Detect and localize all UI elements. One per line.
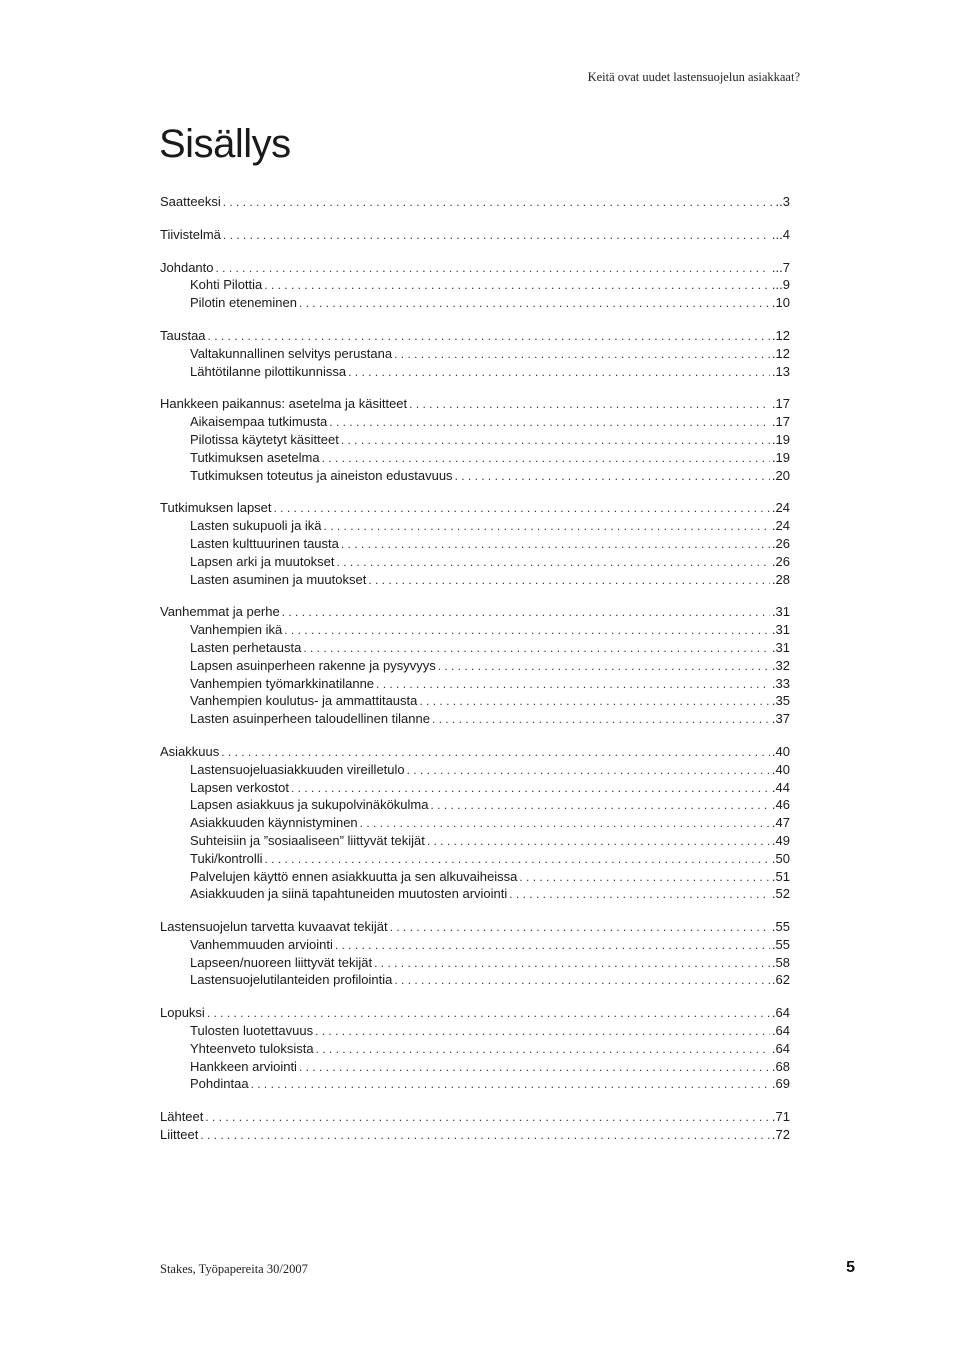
toc-subentry[interactable] [160, 363, 790, 381]
toc-entry-label: Tutkimuksen asetelma [190, 449, 320, 465]
toc-entry-page: ...4 [771, 226, 790, 242]
toc-entry[interactable] [160, 918, 790, 936]
toc-subentry[interactable] [160, 431, 790, 449]
toc-entry-label: Pohdintaa [190, 1076, 249, 1092]
toc-entry-label: Tutkimuksen toteutus ja aineiston edustavuus [190, 467, 453, 483]
dot-leader [297, 1058, 770, 1076]
dot-leader [262, 850, 769, 868]
toc-entry-page: .12 [771, 345, 790, 361]
toc-subentry[interactable] [160, 467, 790, 485]
toc-entry-page: .69 [771, 1076, 790, 1092]
toc-section [160, 1108, 790, 1144]
toc-subentry[interactable] [160, 1058, 790, 1076]
toc-entry-page: .12 [771, 327, 790, 343]
dot-leader [405, 761, 770, 779]
toc-section [160, 327, 790, 380]
dot-leader [392, 345, 770, 363]
toc-subentry[interactable] [160, 553, 790, 571]
toc-entry-label: Lähtötilanne pilottikunnissa [190, 363, 347, 379]
toc-entry-label: Hankkeen arviointi [190, 1058, 297, 1074]
dot-leader [346, 363, 770, 381]
toc-entry[interactable] [160, 226, 790, 244]
dot-leader [322, 517, 770, 535]
toc-entry-label: Taustaa [160, 327, 206, 343]
toc-entry-page: .72 [771, 1127, 790, 1143]
dot-leader [280, 603, 770, 621]
table-of-contents [160, 193, 790, 1159]
dot-leader [221, 193, 774, 211]
dot-leader [214, 259, 770, 277]
toc-subentry[interactable] [160, 621, 790, 639]
toc-entry-page: .52 [771, 886, 790, 902]
toc-entry-label: Palvelujen käyttö ennen asiakkuutta ja sen alkuvaiheissa [190, 868, 518, 884]
dot-leader [198, 1126, 770, 1144]
toc-subentry[interactable] [160, 710, 790, 728]
dot-leader [366, 571, 770, 589]
footer-page-number: 5 [846, 1259, 855, 1276]
dot-leader [372, 954, 770, 972]
toc-subentry[interactable] [160, 850, 790, 868]
toc-entry-page: .64 [771, 1005, 790, 1021]
toc-entry-page: .31 [771, 639, 790, 655]
toc-section [160, 603, 790, 728]
toc-subentry[interactable] [160, 796, 790, 814]
toc-entry-page: .33 [771, 675, 790, 691]
toc-entry-label: Suhteisiin ja ”sosiaaliseen” liittyvät tekijät [190, 832, 425, 848]
toc-entry-label: Lapsen verkostot [190, 779, 290, 795]
dot-leader [407, 395, 770, 413]
toc-entry-label: Vanhempien työmarkkinatilanne [190, 675, 375, 691]
toc-entry-label: Tiivistelmä [160, 226, 221, 242]
toc-entry-page: .55 [771, 919, 790, 935]
dot-leader [339, 535, 770, 553]
dot-leader [339, 431, 770, 449]
running-header: Keitä ovat uudet lastensuojelun asiakkaat? [587, 70, 800, 84]
toc-entry[interactable] [160, 1126, 790, 1144]
toc-entry-page: .68 [771, 1058, 790, 1074]
toc-entry-page: .71 [771, 1109, 790, 1125]
toc-subentry[interactable] [160, 535, 790, 553]
toc-subentry[interactable] [160, 1040, 790, 1058]
toc-subentry[interactable] [160, 1075, 790, 1093]
toc-subentry[interactable] [160, 345, 790, 363]
toc-entry-label: Tulosten luotettavuus [190, 1023, 314, 1039]
toc-entry-page: .44 [771, 779, 790, 795]
toc-entry-label: Lasten sukupuoli ja ikä [190, 518, 322, 534]
toc-entry-page: .28 [771, 571, 790, 587]
dot-leader [301, 639, 770, 657]
toc-entry-page: .31 [771, 622, 790, 638]
dot-leader [392, 971, 770, 989]
toc-entry[interactable] [160, 499, 790, 517]
toc-entry[interactable] [160, 327, 790, 345]
toc-entry-label: Lasten asuminen ja muutokset [190, 571, 367, 587]
dot-leader [282, 621, 770, 639]
toc-entry-label: Lasten kulttuurinen tausta [190, 535, 339, 551]
toc-entry-page: ...7 [771, 259, 790, 275]
toc-section [160, 499, 790, 588]
toc-entry-label: Lapsen arki ja muutokset [190, 553, 335, 569]
toc-entry-label: Kohti Pilottia [190, 277, 263, 293]
toc-entry-label: Vanhemmat ja perhe [160, 604, 280, 620]
dot-leader [388, 918, 770, 936]
dot-leader [297, 294, 770, 312]
dot-leader [507, 885, 770, 903]
toc-entry-page: .19 [771, 431, 790, 447]
toc-entry-label: Lopuksi [160, 1005, 205, 1021]
toc-subentry[interactable] [160, 675, 790, 693]
toc-entry-label: Vanhemmuuden arviointi [190, 936, 333, 952]
toc-subentry[interactable] [160, 639, 790, 657]
toc-section [160, 259, 790, 312]
toc-subentry[interactable] [160, 761, 790, 779]
dot-leader [313, 1022, 770, 1040]
dot-leader [205, 1004, 770, 1022]
toc-entry-page: .46 [771, 797, 790, 813]
toc-entry-label: Johdanto [160, 259, 214, 275]
toc-section [160, 918, 790, 989]
toc-entry-page: .19 [771, 449, 790, 465]
dot-leader [436, 657, 770, 675]
toc-entry-label: Lasten asuinperheen taloudellinen tilanne [190, 711, 430, 727]
toc-entry-label: Asiakkuuden ja siinä tapahtuneiden muutosten arviointi [190, 886, 508, 902]
toc-entry-label: Saatteeksi [160, 194, 221, 209]
toc-subentry[interactable] [160, 868, 790, 886]
toc-entry-page: .64 [771, 1040, 790, 1056]
toc-entry-label: Asiakkuuden käynnistyminen [190, 815, 358, 831]
toc-subentry[interactable] [160, 413, 790, 431]
toc-entry-label: Lapseen/nuoreen liittyvät tekijät [190, 954, 373, 970]
toc-entry-page: .17 [771, 396, 790, 412]
toc-subentry[interactable] [160, 814, 790, 832]
toc-subentry[interactable] [160, 294, 790, 312]
toc-entry[interactable] [160, 259, 790, 277]
dot-leader [320, 449, 770, 467]
toc-section [160, 743, 790, 903]
dot-leader [219, 743, 770, 761]
toc-entry-page: .20 [771, 467, 790, 483]
toc-entry-page: .50 [771, 850, 790, 866]
toc-entry-page: .40 [771, 761, 790, 777]
dot-leader [428, 796, 769, 814]
dot-leader [272, 499, 770, 517]
toc-entry-page: .64 [771, 1023, 790, 1039]
toc-entry[interactable] [160, 603, 790, 621]
dot-leader [425, 832, 770, 850]
dot-leader [203, 1108, 770, 1126]
toc-entry-label: Lastensuojelun tarvetta kuvaavat tekijät [160, 919, 388, 935]
toc-subentry[interactable] [160, 276, 790, 294]
toc-entry-page: .35 [771, 693, 790, 709]
toc-entry-page: .40 [771, 743, 790, 759]
toc-subentry[interactable] [160, 971, 790, 989]
toc-entry-page: ...9 [771, 277, 790, 293]
toc-entry-page: .49 [771, 832, 790, 848]
toc-entry-page: .26 [771, 535, 790, 551]
toc-entry-label: Valtakunnallinen selvitys perustana [190, 345, 393, 361]
toc-entry[interactable] [160, 395, 790, 413]
toc-entry-page: .24 [771, 500, 790, 516]
toc-entry-label: Vanhempien koulutus- ja ammattitausta [190, 693, 418, 709]
dot-leader [314, 1040, 770, 1058]
toc-entry-label: Asiakkuus [160, 743, 220, 759]
toc-entry-page: ..3 [775, 194, 790, 209]
dot-leader [430, 710, 770, 728]
toc-entry-page: .58 [771, 954, 790, 970]
toc-entry-page: .13 [771, 363, 790, 379]
toc-entry-label: Lapsen asuinperheen rakenne ja pysyvyys [190, 657, 436, 673]
toc-entry-page: .24 [771, 518, 790, 534]
dot-leader [453, 467, 770, 485]
toc-entry-page: .37 [771, 711, 790, 727]
toc-subentry[interactable] [160, 571, 790, 589]
dot-leader [333, 936, 770, 954]
dot-leader [417, 692, 770, 710]
toc-section [160, 226, 790, 244]
toc-section [160, 395, 790, 484]
toc-section [160, 193, 790, 211]
toc-subentry[interactable] [160, 517, 790, 535]
toc-entry-label: Tuki/kontrolli [190, 850, 263, 866]
toc-entry-label: Yhteenveto tuloksista [190, 1040, 314, 1056]
toc-entry[interactable] [160, 1108, 790, 1126]
toc-entry-label: Vanhempien ikä [190, 622, 283, 638]
toc-subentry[interactable] [160, 779, 790, 797]
toc-entry-page: .10 [771, 295, 790, 311]
toc-entry[interactable] [160, 743, 790, 761]
footer-publication: Stakes, Työpapereita 30/2007 [160, 1262, 308, 1276]
dot-leader [358, 814, 770, 832]
toc-entry-page: .51 [771, 868, 790, 884]
toc-entry-label: Lastensuojelutilanteiden profilointia [190, 972, 393, 988]
toc-entry-label: Lapsen asiakkuus ja sukupolvinäkökulma [190, 797, 429, 813]
dot-leader [374, 675, 770, 693]
toc-subentry[interactable] [160, 657, 790, 675]
dot-leader [327, 413, 770, 431]
dot-leader [249, 1075, 770, 1093]
toc-entry-page: .17 [771, 414, 790, 430]
toc-subentry[interactable] [160, 832, 790, 850]
dot-leader [517, 868, 770, 886]
toc-entry-page: .31 [771, 604, 790, 620]
toc-subentry[interactable] [160, 885, 790, 903]
toc-entry-label: Lähteet [160, 1109, 204, 1125]
toc-subentry[interactable] [160, 449, 790, 467]
toc-entry-page: .32 [771, 657, 790, 673]
toc-section [160, 1004, 790, 1093]
toc-entry[interactable] [160, 193, 790, 211]
toc-subentry[interactable] [160, 1022, 790, 1040]
toc-entry-label: Aikaisempaa tutkimusta [190, 414, 328, 430]
toc-entry-label: Liitteet [160, 1127, 199, 1143]
dot-leader [221, 226, 770, 244]
toc-entry-label: Hankkeen paikannus: asetelma ja käsitteet [160, 396, 408, 412]
dot-leader [206, 327, 770, 345]
dot-leader [289, 779, 770, 797]
toc-subentry[interactable] [160, 954, 790, 972]
toc-entry-label: Lasten perhetausta [190, 639, 302, 655]
dot-leader [335, 553, 770, 571]
toc-entry-page: .47 [771, 815, 790, 831]
toc-entry-page: .55 [771, 936, 790, 952]
toc-entry-page: .62 [771, 972, 790, 988]
toc-entry-page: .26 [771, 553, 790, 569]
toc-subentry[interactable] [160, 936, 790, 954]
toc-entry-label: Pilotissa käytetyt käsitteet [190, 431, 339, 447]
toc-entry-label: Tutkimuksen lapset [160, 500, 272, 516]
toc-subentry[interactable] [160, 692, 790, 710]
toc-entry-label: Lastensuojeluasiakkuuden vireilletulo [190, 761, 405, 777]
toc-entry-label: Pilotin eteneminen [190, 295, 297, 311]
toc-entry[interactable] [160, 1004, 790, 1022]
page-title: Sisällys [159, 122, 291, 166]
dot-leader [262, 276, 770, 294]
